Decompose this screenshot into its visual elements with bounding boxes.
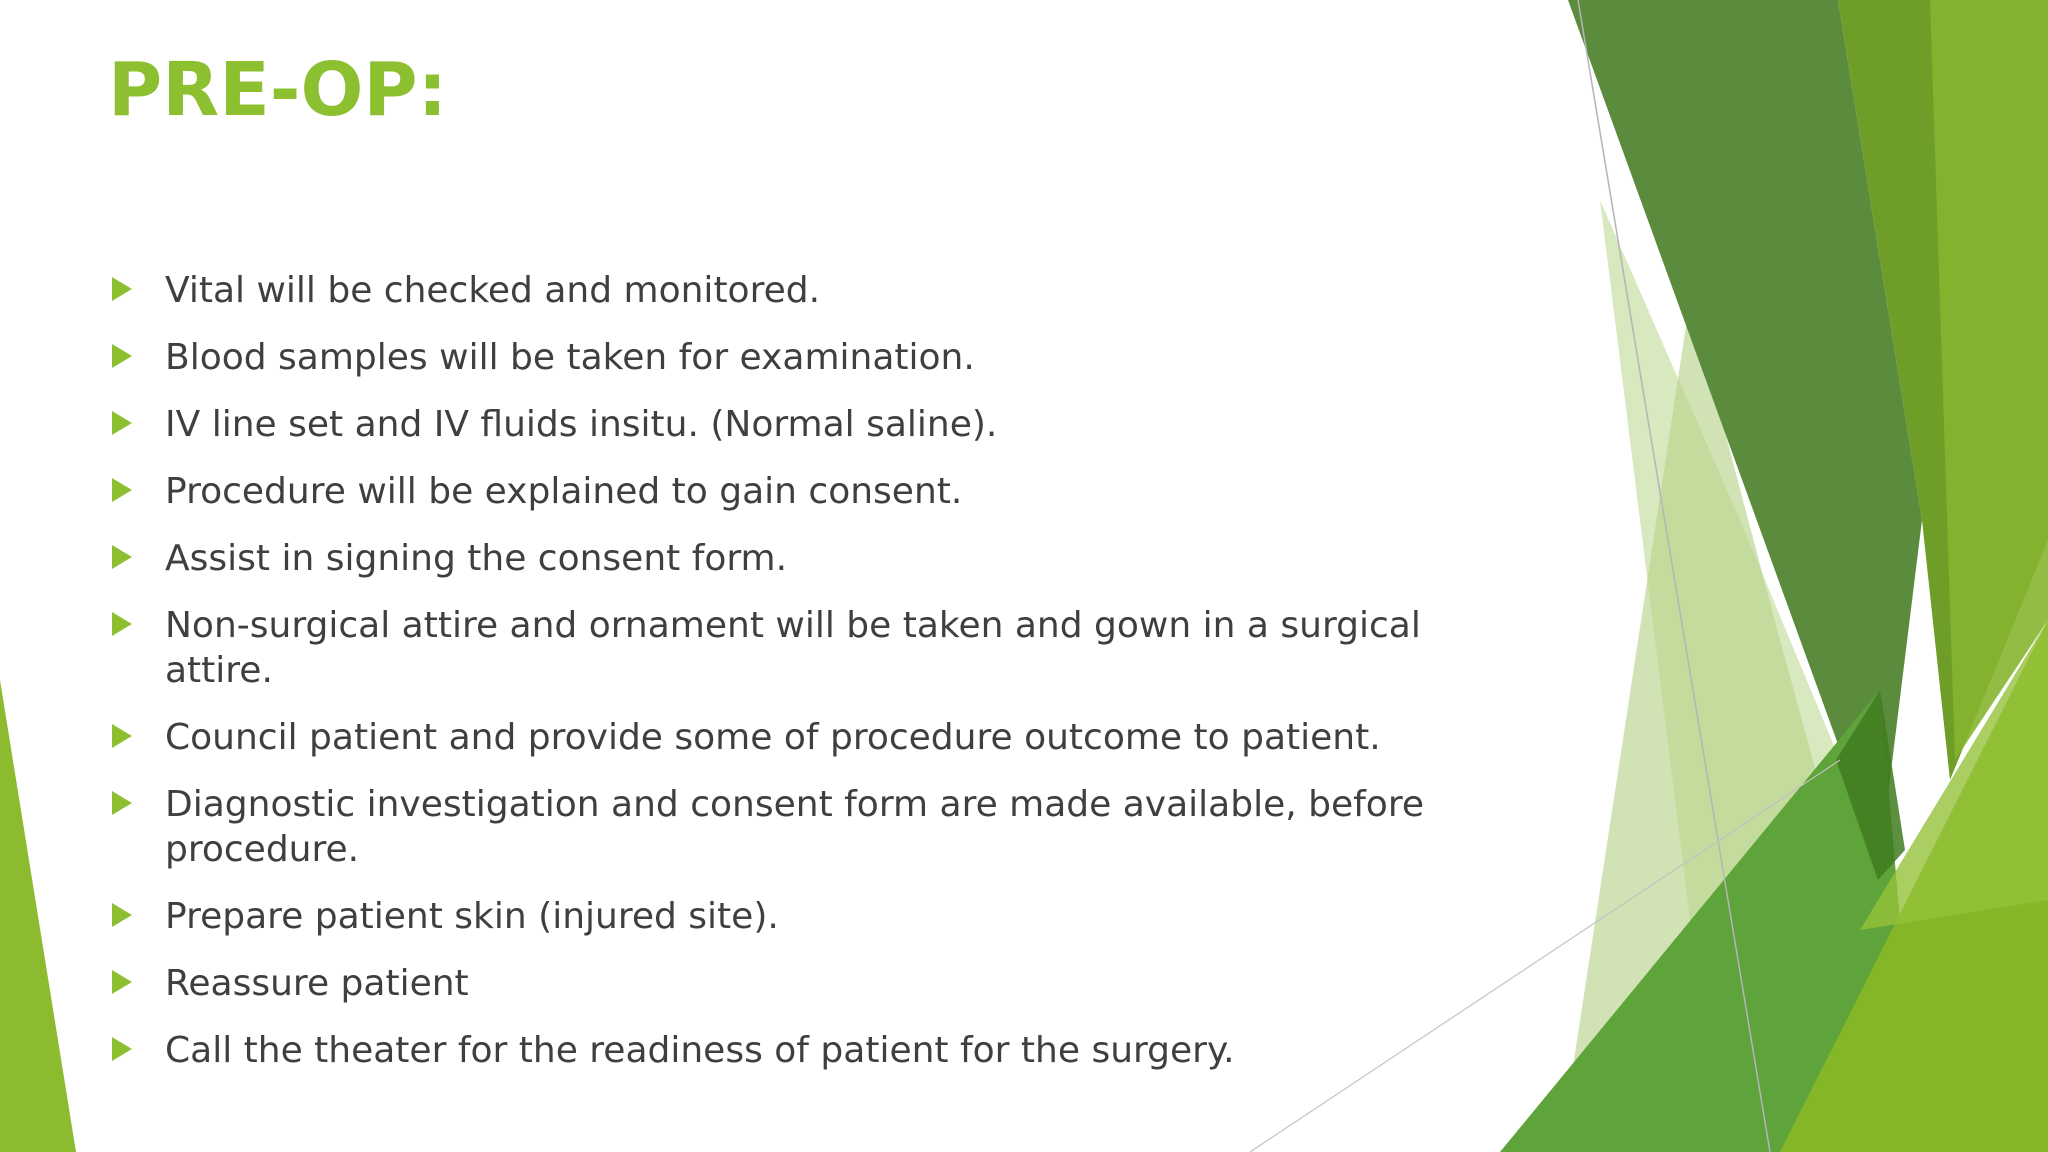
bullet-item: [110, 603, 1530, 693]
bullet-item: [110, 402, 1530, 447]
bullet-text: Non-surgical attire and ornament will be taken and gown in a surgical attire.: [165, 605, 1421, 691]
bullet-item: [110, 536, 1530, 581]
bullet-text: Procedure will be explained to gain consent.: [165, 471, 963, 512]
triangle-right-icon: [112, 724, 132, 748]
triangle-right-icon: [112, 791, 132, 815]
bullet-text: Vital will be checked and monitored.: [165, 270, 821, 311]
bullet-item: [110, 335, 1530, 380]
bullet-text: Assist in signing the consent form.: [165, 538, 788, 579]
triangle-right-icon: [112, 970, 132, 994]
bullet-text: Diagnostic investigation and consent form are made available, before procedure.: [165, 784, 1424, 870]
bullet-text: Reassure patient: [165, 963, 469, 1004]
bullet-text: Blood samples will be taken for examination.: [165, 337, 975, 378]
left-green-sliver: [0, 680, 76, 1152]
bullet-text: IV line set and IV fluids insitu. (Normal saline).: [165, 404, 998, 445]
slide-title: PRE-OP:: [108, 47, 448, 133]
triangle-right-icon: [112, 1037, 132, 1061]
bullet-item: [110, 715, 1530, 760]
bullet-text: Prepare patient skin (injured site).: [165, 896, 779, 937]
bullet-item: [110, 1028, 1530, 1073]
triangle-right-icon: [112, 903, 132, 927]
bullet-item: [110, 894, 1530, 939]
bullet-text: Council patient and provide some of procedure outcome to patient.: [165, 717, 1381, 758]
triangle-right-icon: [112, 612, 132, 636]
bullet-list: [110, 268, 1530, 1095]
bullet-item: [110, 268, 1530, 313]
bullet-item: [110, 782, 1495, 872]
triangle-right-icon: [112, 411, 132, 435]
triangle-right-icon: [112, 277, 132, 301]
bullet-text: Call the theater for the readiness of patient for the surgery.: [165, 1030, 1235, 1071]
triangle-right-icon: [112, 478, 132, 502]
bullet-item: [110, 469, 1530, 514]
triangle-right-icon: [112, 545, 132, 569]
bullet-item: [110, 961, 1530, 1006]
triangle-right-icon: [112, 344, 132, 368]
